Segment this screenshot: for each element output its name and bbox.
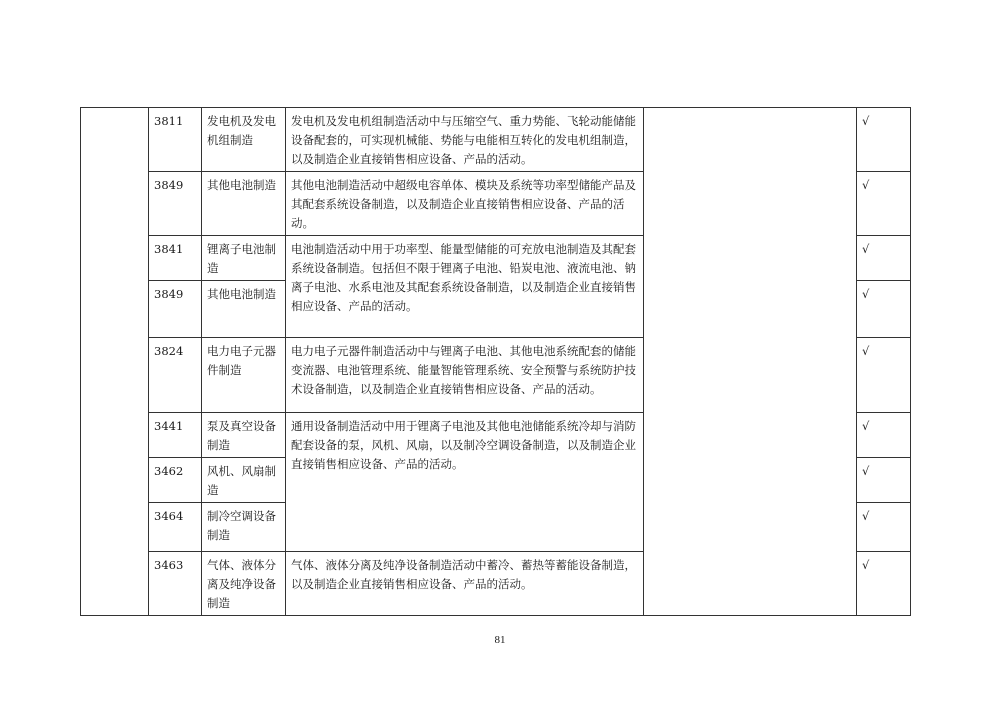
remarks-cell bbox=[644, 108, 857, 616]
industry-name: 制冷空调设备制造 bbox=[202, 503, 286, 552]
industry-name: 发电机及发电机组制造 bbox=[202, 108, 286, 172]
table-row bbox=[81, 108, 911, 172]
industry-code: 3441 bbox=[149, 413, 202, 458]
industry-code: 3849 bbox=[149, 281, 202, 338]
industry-code: 3462 bbox=[149, 458, 202, 503]
description: 气体、液体分离及纯净设备制造活动中蓄冷、蓄热等蓄能设备制造，以及制造企业直接销售相应设备、产品的活动。 bbox=[286, 552, 644, 616]
industry-code: 3849 bbox=[149, 172, 202, 236]
check-mark: √ bbox=[857, 503, 911, 552]
check-mark: √ bbox=[857, 413, 911, 458]
check-mark: √ bbox=[857, 552, 911, 616]
description: 电力电子元器件制造活动中与锂离子电池、其他电池系统配套的储能变流器、电池管理系统、能量智能管理系统、安全预警与系统防护技术设备制造，以及制造企业直接销售相应设备、产品的活动。 bbox=[286, 338, 644, 413]
industry-name: 电力电子元器件制造 bbox=[202, 338, 286, 413]
industry-name: 风机、风扇制造 bbox=[202, 458, 286, 503]
description: 通用设备制造活动中用于锂离子电池及其他电池储能系统冷却与消防配套设备的泵，风机、风扇，以及制冷空调设备制造，以及制造企业直接销售相应设备、产品的活动。 bbox=[286, 413, 644, 552]
industry-code: 3464 bbox=[149, 503, 202, 552]
industry-name: 其他电池制造 bbox=[202, 172, 286, 236]
description: 电池制造活动中用于功率型、能量型储能的可充放电池制造及其配套系统设备制造。包括但不限于锂离子电池、铅炭电池、液流电池、钠离子电池、水系电池及其配套系统设备制造，以及制造企业直接销售相应设备、产品的活动。 bbox=[286, 236, 644, 338]
industry-code: 3841 bbox=[149, 236, 202, 281]
description: 其他电池制造活动中超级电容单体、模块及系统等功率型储能产品及其配套系统设备制造，以及制造企业直接销售相应设备、产品的活动。 bbox=[286, 172, 644, 236]
check-mark: √ bbox=[857, 108, 911, 172]
category-cell bbox=[81, 108, 149, 616]
page-number: 81 bbox=[494, 634, 506, 646]
industry-name: 锂离子电池制造 bbox=[202, 236, 286, 281]
check-mark: √ bbox=[857, 458, 911, 503]
industry-name: 气体、液体分离及纯净设备制造 bbox=[202, 552, 286, 616]
industry-code: 3463 bbox=[149, 552, 202, 616]
industry-table bbox=[80, 107, 911, 616]
description: 发电机及发电机组制造活动中与压缩空气、重力势能、飞轮动能储能设备配套的，可实现机械能、势能与电能相互转化的发电机组制造，以及制造企业直接销售相应设备、产品的活动。 bbox=[286, 108, 644, 172]
check-mark: √ bbox=[857, 281, 911, 338]
industry-name: 泵及真空设备制造 bbox=[202, 413, 286, 458]
industry-name: 其他电池制造 bbox=[202, 281, 286, 338]
check-mark: √ bbox=[857, 236, 911, 281]
check-mark: √ bbox=[857, 338, 911, 413]
check-mark: √ bbox=[857, 172, 911, 236]
industry-code: 3811 bbox=[149, 108, 202, 172]
industry-code: 3824 bbox=[149, 338, 202, 413]
